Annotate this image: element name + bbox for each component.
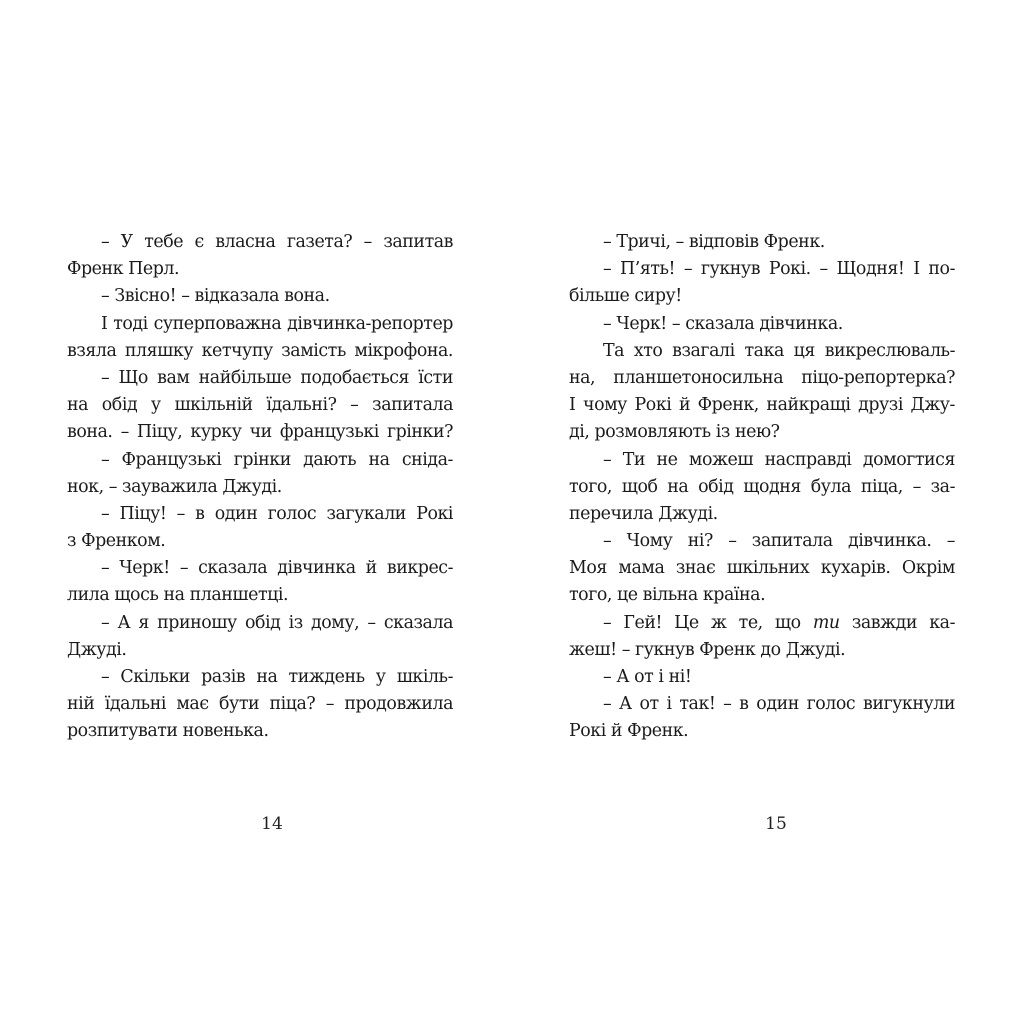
text-segment: завжди ка- <box>839 612 955 633</box>
italic-emphasis: ти <box>812 612 840 633</box>
text-line: І чому Рокі й Френк, найкращі друзі Джу- <box>569 395 955 416</box>
text-line: Френк Перл. <box>67 259 180 280</box>
text-line: Та хто взагалі така ця викреслюваль- <box>603 340 955 361</box>
text-line: Рокі й Френк. <box>569 721 689 742</box>
text-line: на обід у шкільній їдальні? – запитала <box>67 395 453 416</box>
text-segment: – Гей! Це ж те, що <box>603 612 813 633</box>
text-line: нок, – зауважила Джуді. <box>67 476 282 497</box>
text-line: того, щоб на обід щодня була піца, – за- <box>569 476 955 497</box>
text-line: – Ти не можеш насправді домогтися <box>603 449 955 470</box>
text-line: того, це вільна країна. <box>569 585 766 606</box>
text-line: – Піцу! – в один голос загукали Рокі <box>101 503 453 524</box>
text-line: І тоді суперповажна дівчинка-репортер <box>101 313 453 334</box>
text-line: вона. – Піцу, курку чи французькі грінки? <box>67 422 453 443</box>
text-line: Джуді. <box>67 639 127 660</box>
text-line: ді, розмовляють із нею? <box>569 422 780 443</box>
text-line: – У тебе є власна газета? – запитав <box>101 232 453 252</box>
text-line: – А от і ні! <box>603 667 692 687</box>
text-line: – Що вам найбільше подобається їсти <box>101 367 453 388</box>
text-line: з Френком. <box>67 531 166 552</box>
text-line: перечила Джуді. <box>569 503 718 524</box>
text-line: більше сиру! <box>569 286 682 307</box>
left-page <box>67 229 453 746</box>
text-line: жеш! – гукнув Френк до Джуді. <box>569 639 846 660</box>
text-line: Моя мама знає шкільних кухарів. Окрім <box>569 558 955 579</box>
right-page <box>569 229 955 746</box>
text-line: на, планшетоносильна піцо-репортерка? <box>569 367 955 388</box>
text-line: – Черк! – сказала дівчинка й викрес- <box>101 558 453 579</box>
text-line: ній їдальні має бути піца? – продовжила <box>67 694 453 715</box>
text-line: – Звісно! – відказала вона. <box>101 286 330 307</box>
text-line: – Черк! – сказала дівчинка. <box>603 313 843 334</box>
page-number-left: 14 <box>261 814 283 834</box>
text-line: розпитувати новенька. <box>67 721 269 742</box>
text-line: – Французькі грінки дають на сніда- <box>101 449 453 470</box>
text-line: – Скільки разів на тиждень у шкіль- <box>101 667 453 687</box>
text-line: – А я приношу обід із дому, – сказала <box>101 612 453 633</box>
text-line: – А от і так! – в один голос вигукнули <box>603 694 955 715</box>
text-line: взяла пляшку кетчупу замість мікрофона. <box>67 340 453 361</box>
text-line: – Тричі, – відповів Френк. <box>603 232 825 252</box>
text-line: лила щось на планшетці. <box>67 585 289 606</box>
text-line: – П’ять! – гукнув Рокі. – Щодня! І по- <box>603 259 955 280</box>
text-line: – Чому ні? – запитала дівчинка. – <box>603 531 955 552</box>
text-line-with-italic <box>569 610 955 637</box>
page-number-right: 15 <box>765 814 787 834</box>
